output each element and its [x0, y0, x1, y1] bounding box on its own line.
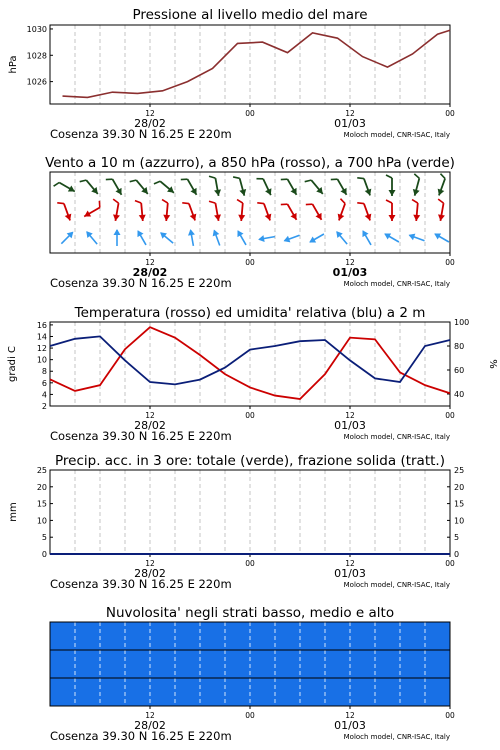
wind-850-hPa-marker — [333, 199, 349, 222]
wind-850-hPa-marker — [306, 200, 325, 223]
y-tick-label: 10 — [36, 516, 47, 526]
wind-850-hPa-marker — [386, 200, 396, 221]
time-tick-label: 00 — [245, 411, 255, 420]
wind-barb-head — [265, 214, 274, 222]
wind-barb-head — [290, 188, 299, 197]
panel-title: Vento a 10 m (azzurro), a 850 hPa (rosso), a 700 hPa (verde) — [45, 155, 455, 171]
time-tick-label: 12 — [345, 258, 355, 267]
day-label: 01/03 — [334, 117, 366, 130]
wind-barb-feather — [281, 177, 288, 183]
time-tick-label: 00 — [245, 559, 255, 568]
wind-10-m-marker — [334, 229, 350, 247]
time-tick-label: 00 — [445, 559, 455, 568]
location-label: Cosenza 39.30 N 16.25 E 220m — [50, 429, 232, 443]
wind-10-m-marker — [187, 229, 197, 247]
wind-barb-feather — [257, 201, 264, 206]
wind-850-hPa-marker — [410, 200, 421, 222]
plot-frame — [50, 172, 450, 253]
time-tick-label: 12 — [345, 559, 355, 568]
wind-barb-feather — [209, 175, 215, 179]
wind-barb-head — [190, 188, 199, 197]
wind-700-hPa-marker — [305, 176, 326, 198]
wind-arrow-head — [234, 228, 243, 237]
wind-700-hPa-marker — [106, 175, 125, 198]
wind-850-hPa-marker — [57, 200, 73, 223]
wind-700-hPa-marker — [209, 175, 222, 197]
panel-3 — [7, 305, 498, 443]
wind-barb-head — [389, 215, 396, 221]
wind-arrow-head — [359, 228, 368, 237]
panel-title: Pressione al livello medio del mare — [132, 7, 368, 23]
y-tick-label: 2 — [41, 402, 47, 411]
day-label: 01/03 — [334, 719, 366, 732]
y-tick-label: 4 — [41, 390, 47, 400]
time-tick-label: 12 — [145, 559, 155, 568]
time-tick-label: 12 — [145, 411, 155, 420]
wind-arrow-head — [432, 230, 441, 239]
wind-barb-feather — [237, 200, 243, 204]
wind-700-hPa-marker — [54, 178, 77, 197]
y-tick-label: 14 — [36, 332, 47, 342]
y-axis-label: hPa — [8, 55, 19, 74]
wind-arrow-head — [282, 236, 290, 245]
wind-barb-feather — [331, 177, 338, 183]
y-axis-label: mm — [8, 502, 19, 522]
wind-barb-feather — [412, 200, 418, 204]
wind-barb-feather — [135, 200, 141, 204]
wind-barb-head — [389, 190, 396, 196]
wind-700-hPa-marker — [181, 175, 200, 198]
wind-barb-head — [190, 214, 199, 222]
y-tick-label: 1028 — [26, 51, 47, 61]
wind-850-hPa-marker — [110, 199, 123, 221]
wind-700-hPa-marker — [130, 176, 151, 198]
wind-barb-feather — [339, 199, 346, 204]
y-axis-label: gradi C — [7, 346, 18, 382]
wind-barb-feather — [357, 176, 364, 181]
panel-title: Temperatura (rosso) ed umidita' relativa (blu) a 2 m — [74, 305, 426, 321]
wind-10-m-marker — [359, 228, 374, 246]
wind-700-hPa-marker — [154, 177, 176, 198]
wind-barb-head — [163, 215, 170, 222]
wind-barb-head — [315, 213, 324, 222]
wind-10-m-marker — [258, 233, 276, 243]
wind-arrow-head — [307, 236, 316, 245]
y-tick-label-right: 60 — [454, 366, 465, 375]
wind-700-hPa-marker — [409, 174, 424, 197]
y-tick-label: 8 — [41, 367, 47, 377]
y-tick-label-right: 15 — [454, 499, 465, 509]
y-tick-label-right: 5 — [454, 533, 460, 543]
wind-10-m-marker — [234, 228, 249, 246]
time-tick-label: 00 — [245, 109, 255, 118]
time-tick-label: 12 — [345, 411, 355, 420]
wind-700-hPa-marker — [386, 175, 396, 196]
wind-850-hPa-marker — [135, 200, 146, 222]
wind-barb-feather — [357, 201, 364, 206]
wind-barb-head — [265, 188, 274, 196]
wind-barb-feather — [386, 200, 392, 203]
panel-title: Nuvolosita' negli strati basso, medio e alto — [105, 605, 395, 621]
y-tick-label: 5 — [41, 533, 47, 543]
wind-10-m-marker — [158, 230, 176, 246]
y-tick-label: 1030 — [26, 24, 47, 34]
wind-barb-feather — [209, 200, 215, 204]
time-tick-label: 00 — [445, 711, 455, 720]
wind-arrow-head — [258, 235, 265, 243]
time-tick-label: 12 — [345, 711, 355, 720]
credit-label: Moloch model, CNR-ISAC, Italy — [343, 433, 450, 441]
wind-arrow-head — [114, 229, 121, 235]
panel-1 — [8, 7, 455, 141]
y-tick-label: 15 — [36, 499, 47, 509]
wind-10-m-marker — [59, 229, 76, 246]
wind-barb-feather — [438, 199, 444, 203]
day-label: 28/02 — [134, 567, 166, 580]
wind-barb-feather — [97, 201, 103, 208]
time-tick-label: 12 — [145, 109, 155, 118]
day-label: 01/03 — [334, 419, 366, 432]
wind-barb-head — [336, 214, 345, 222]
y-tick-label-right: 100 — [454, 318, 470, 327]
wind-10-m-marker — [382, 230, 400, 245]
time-tick-label: 12 — [145, 711, 155, 720]
wind-barb-head — [365, 214, 374, 222]
wind-700-hPa-marker — [281, 175, 300, 198]
wind-barb-head — [115, 188, 124, 197]
y-tick-label: 10 — [36, 355, 47, 365]
wind-arrow-head — [382, 230, 391, 239]
time-tick-label: 00 — [245, 258, 255, 267]
wind-barb-head — [238, 215, 245, 222]
wind-barb-feather — [80, 178, 87, 184]
wind-barb-feather — [256, 176, 263, 181]
wind-barb-head — [436, 189, 445, 197]
y-tick-label: 0 — [41, 550, 47, 559]
wind-barb-feather — [182, 201, 189, 206]
wind-850-hPa-marker — [257, 200, 273, 223]
wind-850-hPa-marker — [435, 199, 448, 221]
wind-barb-feather — [386, 175, 392, 178]
wind-700-hPa-marker — [80, 176, 101, 198]
panel-title: Precip. acc. in 3 ore: totale (verde), frazione solida (tratt.) — [55, 453, 445, 469]
wind-arrow-head — [407, 232, 415, 241]
wind-700-hPa-marker — [233, 175, 248, 198]
wind-10-m-marker — [134, 228, 149, 246]
wind-arrow-head — [187, 229, 195, 236]
wind-arrow-head — [211, 228, 220, 236]
day-label: 01/03 — [332, 266, 368, 279]
time-tick-label: 00 — [445, 258, 455, 267]
y-tick-label-right: 20 — [454, 482, 465, 492]
y-tick-label-right: 0 — [454, 550, 460, 559]
wind-barb-head — [340, 188, 349, 197]
wind-barb-feather — [414, 174, 421, 178]
time-tick-label: 12 — [145, 258, 155, 267]
wind-barb-head — [290, 213, 299, 222]
wind-850-hPa-marker — [281, 200, 300, 223]
day-label: 28/02 — [132, 266, 168, 279]
wind-barb-feather — [113, 199, 119, 203]
wind-850-hPa-marker — [81, 201, 104, 220]
wind-10-m-marker — [211, 228, 223, 246]
panel-4 — [8, 453, 464, 591]
wind-10-m-marker — [84, 229, 100, 247]
wind-barb-feather — [154, 179, 160, 186]
location-label: Cosenza 39.30 N 16.25 E 220m — [50, 729, 232, 743]
y-tick-label: 20 — [36, 482, 47, 492]
wind-10-m-marker — [114, 229, 121, 246]
wind-barb-head — [65, 214, 74, 222]
time-tick-label: 12 — [345, 109, 355, 118]
credit-label: Moloch model, CNR-ISAC, Italy — [343, 733, 450, 741]
wind-arrow-head — [134, 228, 143, 237]
pressure-line — [63, 30, 451, 97]
wind-850-hPa-marker — [160, 200, 171, 222]
credit-label: Moloch model, CNR-ISAC, Italy — [343, 131, 450, 139]
wind-850-hPa-marker — [209, 200, 222, 222]
day-label: 01/03 — [334, 567, 366, 580]
y-tick-label: 16 — [36, 320, 47, 330]
wind-10-m-marker — [282, 232, 300, 244]
y-tick-label: 1026 — [26, 77, 47, 87]
wind-barb-feather — [181, 177, 188, 183]
y-tick-label-right: 10 — [454, 516, 465, 526]
location-label: Cosenza 39.30 N 16.25 E 220m — [50, 276, 232, 290]
y-tick-label: 12 — [36, 344, 47, 354]
wind-barb-feather — [233, 175, 240, 179]
wind-barb-feather — [54, 181, 60, 188]
wind-barb-head — [413, 215, 420, 222]
credit-label: Moloch model, CNR-ISAC, Italy — [343, 280, 450, 288]
time-tick-label: 00 — [445, 109, 455, 118]
wind-700-hPa-marker — [256, 175, 273, 198]
wind-850-hPa-marker — [182, 200, 198, 223]
wind-barb-feather — [281, 202, 288, 208]
y-tick-label: 25 — [36, 466, 47, 475]
wind-barb-head — [365, 189, 374, 197]
wind-10-m-marker — [307, 231, 325, 246]
wind-barb-head — [82, 210, 91, 219]
y-axis-label-right: % — [487, 359, 498, 369]
wind-10-m-marker — [432, 230, 450, 245]
wind-barb-feather — [305, 178, 312, 184]
y-tick-label-right: 25 — [454, 466, 465, 475]
wind-700-hPa-marker — [357, 175, 373, 198]
location-label: Cosenza 39.30 N 16.25 E 220m — [50, 127, 232, 141]
wind-700-hPa-marker — [331, 175, 350, 198]
wind-barb-feather — [439, 174, 446, 179]
day-label: 28/02 — [134, 719, 166, 732]
wind-barb-feather — [57, 201, 64, 206]
time-tick-label: 00 — [445, 411, 455, 420]
wind-barb-feather — [130, 178, 137, 184]
y-tick-label: 6 — [41, 378, 47, 388]
day-label: 28/02 — [134, 419, 166, 432]
y-tick-label-right: 40 — [454, 390, 465, 399]
day-label: 28/02 — [134, 117, 166, 130]
wind-10-m-marker — [407, 232, 425, 244]
wind-barb-feather — [106, 177, 113, 183]
credit-label: Moloch model, CNR-ISAC, Italy — [343, 581, 450, 589]
wind-barb-feather — [306, 202, 313, 208]
y-tick-label-right: 80 — [454, 342, 465, 351]
panel-2 — [45, 155, 455, 290]
wind-700-hPa-marker — [433, 174, 449, 197]
location-label: Cosenza 39.30 N 16.25 E 220m — [50, 577, 232, 591]
wind-barb-feather — [162, 200, 168, 204]
wind-850-hPa-marker — [357, 200, 373, 223]
wind-850-hPa-marker — [235, 200, 246, 222]
wind-barb-head — [139, 215, 146, 222]
time-tick-label: 00 — [245, 711, 255, 720]
